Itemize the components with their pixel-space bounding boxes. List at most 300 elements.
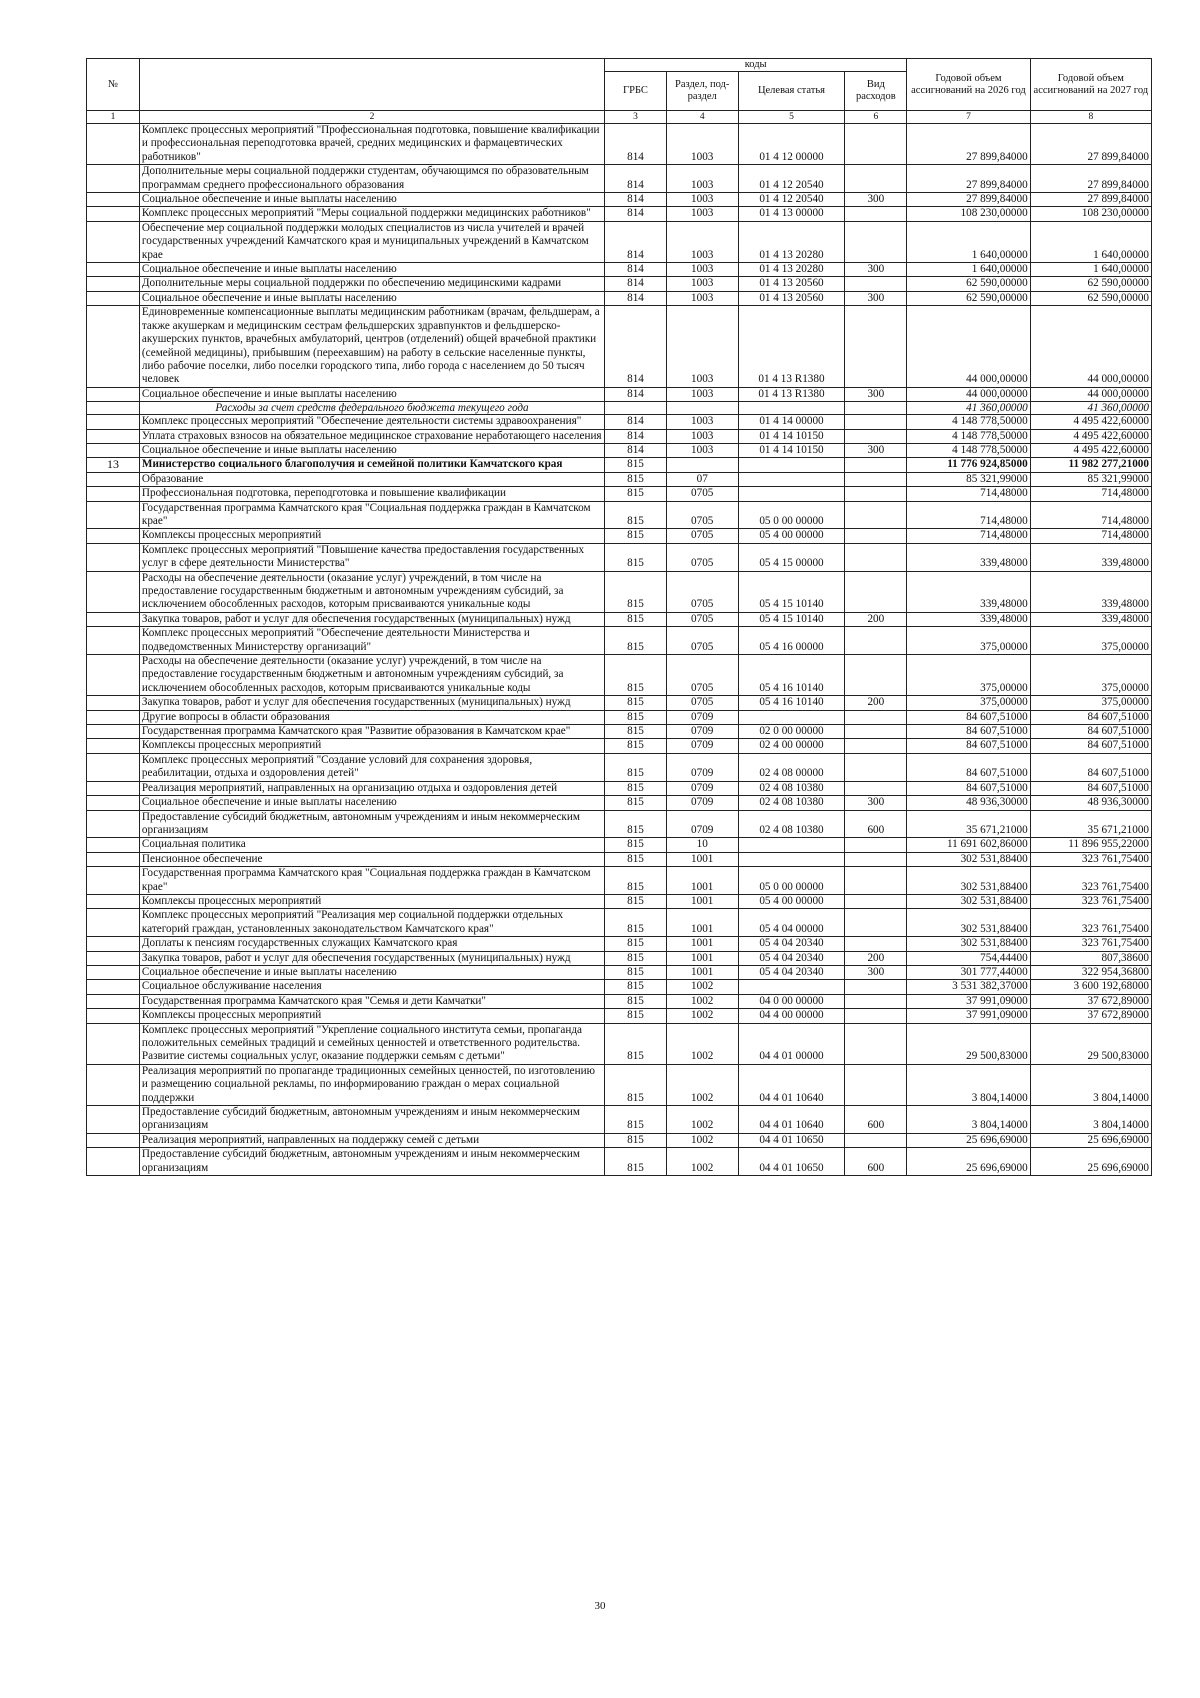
header-vid: Вид расходов: [845, 72, 907, 111]
row-vid: [845, 852, 907, 866]
col-number: 1: [87, 111, 140, 124]
row-name: Социальное обеспечение и иные выплаты населению: [139, 193, 604, 207]
row-number: [87, 1023, 140, 1064]
row-amount-2027: 375,00000: [1030, 655, 1151, 696]
row-grbs: 815: [605, 543, 667, 571]
table-row: [87, 655, 1152, 696]
table-row: [87, 571, 1152, 612]
row-amount-2026: 84 607,51000: [907, 753, 1030, 781]
row-grbs: 814: [605, 263, 667, 277]
row-amount-2027: 714,48000: [1030, 501, 1151, 529]
row-amount-2026: 339,48000: [907, 571, 1030, 612]
row-target: 01 4 13 R1380: [738, 306, 845, 387]
row-target: 02 4 08 10380: [738, 810, 845, 838]
row-amount-2027: 25 696,69000: [1030, 1148, 1151, 1176]
row-grbs: 814: [605, 207, 667, 221]
row-amount-2027: 1 640,00000: [1030, 263, 1151, 277]
table-row: [87, 487, 1152, 501]
row-razdel: 0705: [666, 487, 738, 501]
row-razdel: 0709: [666, 710, 738, 724]
row-razdel: 1003: [666, 387, 738, 401]
row-razdel: 1003: [666, 429, 738, 443]
table-row: [87, 796, 1152, 810]
row-vid: 600: [845, 1106, 907, 1134]
row-amount-2026: 1 640,00000: [907, 263, 1030, 277]
table-row: [87, 207, 1152, 221]
row-amount-2026: 714,48000: [907, 529, 1030, 543]
col-number: 6: [845, 111, 907, 124]
row-amount-2026: 84 607,51000: [907, 739, 1030, 753]
row-razdel: 1003: [666, 291, 738, 305]
row-name: Расходы за счет средств федерального бюджета текущего года: [139, 402, 604, 415]
row-amount-2027: 27 899,84000: [1030, 124, 1151, 165]
row-number: [87, 487, 140, 501]
row-amount-2027: 62 590,00000: [1030, 277, 1151, 291]
row-amount-2027: 84 607,51000: [1030, 753, 1151, 781]
row-amount-2026: 302 531,88400: [907, 909, 1030, 937]
row-razdel: 1003: [666, 306, 738, 387]
row-name: Комплексы процессных мероприятий: [139, 739, 604, 753]
row-grbs: 815: [605, 458, 667, 472]
row-name: Министерство социального благополучия и семейной политики Камчатского края: [139, 458, 604, 472]
row-razdel: 0705: [666, 612, 738, 626]
row-target: 04 4 01 10640: [738, 1106, 845, 1134]
row-razdel: 1001: [666, 937, 738, 951]
row-name: Закупка товаров, работ и услуг для обеспечения государственных (муниципальных) нужд: [139, 612, 604, 626]
row-amount-2027: 108 230,00000: [1030, 207, 1151, 221]
row-grbs: 815: [605, 655, 667, 696]
table-row: [87, 838, 1152, 852]
row-grbs: 815: [605, 994, 667, 1008]
row-target: 01 4 13 20280: [738, 221, 845, 262]
table-row: [87, 221, 1152, 262]
table-row: [87, 810, 1152, 838]
row-grbs: 815: [605, 781, 667, 795]
row-grbs: 815: [605, 1106, 667, 1134]
col-number: 3: [605, 111, 667, 124]
row-number: [87, 429, 140, 443]
row-razdel: 1002: [666, 1133, 738, 1147]
row-target: [738, 852, 845, 866]
row-target: 02 4 00 00000: [738, 739, 845, 753]
row-name: Комплекс процессных мероприятий "Укрепление социального института семьи, пропаганда положительных семейных традиций и семейных ценностей и ответственного родительства. Развитие системы социальных услуг, оказание поддержки семьям с детьми": [139, 1023, 604, 1064]
row-amount-2026: 339,48000: [907, 612, 1030, 626]
row-grbs: 815: [605, 696, 667, 710]
row-number: [87, 781, 140, 795]
row-number: [87, 994, 140, 1008]
row-grbs: 814: [605, 193, 667, 207]
table-row: [87, 725, 1152, 739]
row-amount-2027: 323 761,75400: [1030, 867, 1151, 895]
row-vid: 300: [845, 965, 907, 979]
row-amount-2026: 27 899,84000: [907, 193, 1030, 207]
row-razdel: 1001: [666, 894, 738, 908]
row-vid: [845, 402, 907, 415]
row-vid: 300: [845, 193, 907, 207]
header-num: №: [87, 59, 140, 111]
row-grbs: 815: [605, 472, 667, 486]
row-amount-2027: 323 761,75400: [1030, 937, 1151, 951]
table-row: [87, 306, 1152, 387]
header-name: [139, 59, 604, 111]
row-grbs: 815: [605, 725, 667, 739]
row-amount-2026: 84 607,51000: [907, 725, 1030, 739]
table-row: [87, 387, 1152, 401]
row-amount-2027: 339,48000: [1030, 571, 1151, 612]
row-amount-2027: 339,48000: [1030, 543, 1151, 571]
row-grbs: 815: [605, 487, 667, 501]
row-vid: [845, 472, 907, 486]
table-row: [87, 612, 1152, 626]
row-name: Комплекс процессных мероприятий "Профессиональная подготовка, повышение квалификации и профессиональная переподготовка врачей, средних медицинских и фармацевтических работников": [139, 124, 604, 165]
table-row: [87, 980, 1152, 994]
header-codes: коды: [605, 59, 907, 72]
row-amount-2026: 375,00000: [907, 627, 1030, 655]
row-name: Социальное обеспечение и иные выплаты населению: [139, 263, 604, 277]
row-vid: [845, 980, 907, 994]
row-amount-2027: 11 896 955,22000: [1030, 838, 1151, 852]
row-amount-2026: 84 607,51000: [907, 710, 1030, 724]
row-vid: [845, 1009, 907, 1023]
row-target: 05 4 00 00000: [738, 529, 845, 543]
row-grbs: 815: [605, 1148, 667, 1176]
row-razdel: 0705: [666, 655, 738, 696]
row-number: [87, 472, 140, 486]
row-razdel: [666, 402, 738, 415]
row-number: 13: [87, 458, 140, 472]
row-grbs: 814: [605, 306, 667, 387]
row-grbs: 815: [605, 796, 667, 810]
row-name: Закупка товаров, работ и услуг для обеспечения государственных (муниципальных) нужд: [139, 696, 604, 710]
row-number: [87, 529, 140, 543]
row-amount-2026: 375,00000: [907, 696, 1030, 710]
row-grbs: 815: [605, 753, 667, 781]
row-razdel: 1003: [666, 165, 738, 193]
row-amount-2027: 11 982 277,21000: [1030, 458, 1151, 472]
row-amount-2026: 41 360,00000: [907, 402, 1030, 415]
row-amount-2027: 84 607,51000: [1030, 725, 1151, 739]
row-grbs: 815: [605, 838, 667, 852]
row-target: 04 4 01 00000: [738, 1023, 845, 1064]
row-number: [87, 810, 140, 838]
row-name: Комплекс процессных мероприятий "Реализация мер социальной поддержки отдельных категорий граждан, установленных законодательством Камчатского края": [139, 909, 604, 937]
row-name: Социальное обеспечение и иные выплаты населению: [139, 291, 604, 305]
row-number: [87, 937, 140, 951]
row-number: [87, 207, 140, 221]
row-vid: [845, 781, 907, 795]
row-name: Другие вопросы в области образования: [139, 710, 604, 724]
row-amount-2027: 4 495 422,60000: [1030, 429, 1151, 443]
row-number: [87, 165, 140, 193]
row-name: Реализация мероприятий, направленных на организацию отдыха и оздоровления детей: [139, 781, 604, 795]
row-amount-2026: 302 531,88400: [907, 852, 1030, 866]
table-row: [87, 951, 1152, 965]
row-target: [738, 402, 845, 415]
row-name: Дополнительные меры социальной поддержки студентам, обучающимся по образовательным программам среднего профессионального образования: [139, 165, 604, 193]
row-razdel: 1002: [666, 1148, 738, 1176]
row-vid: [845, 221, 907, 262]
row-grbs: 815: [605, 571, 667, 612]
row-name: Социальная политика: [139, 838, 604, 852]
row-vid: [845, 429, 907, 443]
row-amount-2027: 4 495 422,60000: [1030, 443, 1151, 457]
row-amount-2027: 714,48000: [1030, 529, 1151, 543]
row-name: Реализация мероприятий, направленных на поддержку семей с детьми: [139, 1133, 604, 1147]
row-number: [87, 291, 140, 305]
row-name: Комплекс процессных мероприятий "Меры социальной поддержки медицинских работников": [139, 207, 604, 221]
row-amount-2027: 1 640,00000: [1030, 221, 1151, 262]
table-row: [87, 472, 1152, 486]
row-number: [87, 627, 140, 655]
row-number: [87, 501, 140, 529]
row-amount-2027: 37 672,89000: [1030, 994, 1151, 1008]
row-target: 01 4 13 20560: [738, 277, 845, 291]
row-grbs: 815: [605, 1023, 667, 1064]
row-name: Комплексы процессных мероприятий: [139, 894, 604, 908]
row-number: [87, 612, 140, 626]
row-razdel: 1002: [666, 994, 738, 1008]
row-vid: [845, 543, 907, 571]
row-target: 01 4 13 00000: [738, 207, 845, 221]
row-number: [87, 402, 140, 415]
row-razdel: 1002: [666, 980, 738, 994]
row-vid: [845, 909, 907, 937]
table-row: [87, 852, 1152, 866]
row-amount-2027: 35 671,21000: [1030, 810, 1151, 838]
row-razdel: 0705: [666, 501, 738, 529]
table-row: [87, 263, 1152, 277]
row-vid: [845, 710, 907, 724]
row-grbs: 815: [605, 627, 667, 655]
row-name: Социальное обеспечение и иные выплаты населению: [139, 965, 604, 979]
row-vid: [845, 739, 907, 753]
row-vid: [845, 306, 907, 387]
row-vid: 300: [845, 263, 907, 277]
row-vid: [845, 655, 907, 696]
table-row: [87, 965, 1152, 979]
row-target: 01 4 12 20540: [738, 165, 845, 193]
row-amount-2026: 302 531,88400: [907, 894, 1030, 908]
row-target: 05 0 00 00000: [738, 501, 845, 529]
row-amount-2027: 37 672,89000: [1030, 1009, 1151, 1023]
row-amount-2026: 714,48000: [907, 487, 1030, 501]
row-amount-2026: 35 671,21000: [907, 810, 1030, 838]
row-number: [87, 1148, 140, 1176]
row-amount-2026: 11 691 602,86000: [907, 838, 1030, 852]
table-row: [87, 1133, 1152, 1147]
row-amount-2027: 27 899,84000: [1030, 193, 1151, 207]
row-name: Пенсионное обеспечение: [139, 852, 604, 866]
row-name: Обеспечение мер социальной поддержки молодых специалистов из числа учителей и врачей государственных учреждений Камчатского края и муниципальных учреждений в Камчатском крае: [139, 221, 604, 262]
row-number: [87, 867, 140, 895]
row-razdel: 1003: [666, 277, 738, 291]
row-number: [87, 739, 140, 753]
row-razdel: 0705: [666, 543, 738, 571]
row-name: Расходы на обеспечение деятельности (оказание услуг) учреждений, в том числе на предоставление государственным бюджетным и автономным учреждениям субсидий, за исключением обособленных расходов, которым присваиваются уникальные коды: [139, 571, 604, 612]
row-razdel: 0705: [666, 571, 738, 612]
row-name: Комплексы процессных мероприятий: [139, 529, 604, 543]
table-row: [87, 501, 1152, 529]
row-target: 04 4 00 00000: [738, 1009, 845, 1023]
row-amount-2026: 48 936,30000: [907, 796, 1030, 810]
table-row: [87, 994, 1152, 1008]
row-number: [87, 415, 140, 429]
row-grbs: 814: [605, 124, 667, 165]
row-amount-2027: 41 360,00000: [1030, 402, 1151, 415]
row-amount-2027: 4 495 422,60000: [1030, 415, 1151, 429]
row-vid: 200: [845, 612, 907, 626]
row-amount-2026: 302 531,88400: [907, 867, 1030, 895]
table-row: [87, 415, 1152, 429]
row-vid: 300: [845, 387, 907, 401]
row-vid: [845, 725, 907, 739]
row-razdel: 0705: [666, 529, 738, 543]
row-target: 05 4 04 20340: [738, 951, 845, 965]
row-name: Комплекс процессных мероприятий "Создание условий для сохранения здоровья, реабилитации, отдыха и оздоровления детей": [139, 753, 604, 781]
row-name: Государственная программа Камчатского края "Социальная поддержка граждан в Камчатском крае": [139, 501, 604, 529]
table-row: [87, 443, 1152, 457]
row-vid: [845, 415, 907, 429]
row-amount-2027: 322 954,36800: [1030, 965, 1151, 979]
row-target: 01 4 14 10150: [738, 443, 845, 457]
row-name: Социальное обеспечение и иные выплаты населению: [139, 796, 604, 810]
header-grbs: ГРБС: [605, 72, 667, 111]
row-razdel: 0705: [666, 627, 738, 655]
row-amount-2026: 85 321,99000: [907, 472, 1030, 486]
row-name: Дополнительные меры социальной поддержки по обеспечению медицинскими кадрами: [139, 277, 604, 291]
row-target: 01 4 14 00000: [738, 415, 845, 429]
row-amount-2026: 3 804,14000: [907, 1064, 1030, 1105]
row-grbs: 815: [605, 501, 667, 529]
row-razdel: 1003: [666, 221, 738, 262]
col-number: 4: [666, 111, 738, 124]
row-target: [738, 710, 845, 724]
row-grbs: 815: [605, 710, 667, 724]
row-amount-2026: 37 991,09000: [907, 994, 1030, 1008]
row-number: [87, 306, 140, 387]
row-razdel: 0709: [666, 725, 738, 739]
row-vid: [845, 894, 907, 908]
row-number: [87, 387, 140, 401]
row-target: 05 4 04 20340: [738, 965, 845, 979]
row-grbs: 815: [605, 739, 667, 753]
row-number: [87, 1064, 140, 1105]
row-razdel: 1001: [666, 852, 738, 866]
row-amount-2026: 1 640,00000: [907, 221, 1030, 262]
row-amount-2026: 62 590,00000: [907, 291, 1030, 305]
row-name: Закупка товаров, работ и услуг для обеспечения государственных (муниципальных) нужд: [139, 951, 604, 965]
row-grbs: 814: [605, 443, 667, 457]
row-name: Комплексы процессных мероприятий: [139, 1009, 604, 1023]
row-target: 02 4 08 00000: [738, 753, 845, 781]
row-amount-2026: 301 777,44000: [907, 965, 1030, 979]
row-razdel: 0709: [666, 810, 738, 838]
row-number: [87, 1009, 140, 1023]
row-target: 05 4 15 00000: [738, 543, 845, 571]
table-header: [87, 59, 1152, 124]
row-target: 05 4 04 20340: [738, 937, 845, 951]
table-row: [87, 909, 1152, 937]
row-razdel: 0705: [666, 696, 738, 710]
row-vid: [845, 753, 907, 781]
row-amount-2027: 375,00000: [1030, 696, 1151, 710]
table-row: [87, 781, 1152, 795]
row-amount-2026: 84 607,51000: [907, 781, 1030, 795]
row-name: Социальное обслуживание населения: [139, 980, 604, 994]
row-grbs: 815: [605, 965, 667, 979]
row-target: 02 4 08 10380: [738, 781, 845, 795]
row-target: 05 4 16 10140: [738, 655, 845, 696]
row-target: 01 4 12 20540: [738, 193, 845, 207]
table-row: [87, 402, 1152, 415]
row-grbs: 815: [605, 612, 667, 626]
row-grbs: [605, 402, 667, 415]
row-vid: 300: [845, 443, 907, 457]
row-target: [738, 458, 845, 472]
row-name: Предоставление субсидий бюджетным, автономным учреждениям и иным некоммерческим организациям: [139, 810, 604, 838]
row-number: [87, 443, 140, 457]
row-amount-2027: 84 607,51000: [1030, 781, 1151, 795]
row-grbs: 815: [605, 1064, 667, 1105]
row-grbs: 814: [605, 429, 667, 443]
row-razdel: 1003: [666, 415, 738, 429]
table-row: [87, 429, 1152, 443]
row-amount-2027: 714,48000: [1030, 487, 1151, 501]
row-amount-2027: 25 696,69000: [1030, 1133, 1151, 1147]
row-number: [87, 543, 140, 571]
row-amount-2026: 339,48000: [907, 543, 1030, 571]
row-amount-2027: 27 899,84000: [1030, 165, 1151, 193]
row-number: [87, 655, 140, 696]
row-target: 05 4 15 10140: [738, 571, 845, 612]
row-vid: [845, 627, 907, 655]
row-amount-2027: 339,48000: [1030, 612, 1151, 626]
row-razdel: 1001: [666, 867, 738, 895]
row-target: 02 0 00 00000: [738, 725, 845, 739]
row-number: [87, 796, 140, 810]
row-razdel: 1001: [666, 909, 738, 937]
row-razdel: 1002: [666, 1106, 738, 1134]
row-vid: [845, 1064, 907, 1105]
row-target: 05 4 04 00000: [738, 909, 845, 937]
row-vid: 200: [845, 696, 907, 710]
row-amount-2027: 44 000,00000: [1030, 306, 1151, 387]
row-name: Расходы на обеспечение деятельности (оказание услуг) учреждений, в том числе на предоставление государственным бюджетным и автономным учреждениям субсидий, за исключением обособленных расходов, которым присваиваются уникальные коды: [139, 655, 604, 696]
table-row: [87, 894, 1152, 908]
table-row: [87, 627, 1152, 655]
row-amount-2026: 714,48000: [907, 501, 1030, 529]
row-vid: [845, 277, 907, 291]
row-target: 04 4 01 10640: [738, 1064, 845, 1105]
table-row: [87, 124, 1152, 165]
row-vid: [845, 867, 907, 895]
row-name: Профессиональная подготовка, переподготовка и повышение квалификации: [139, 487, 604, 501]
row-amount-2026: 375,00000: [907, 655, 1030, 696]
row-name: Комплекс процессных мероприятий "Обеспечение деятельности Министерства и подведомственных Министерству организаций": [139, 627, 604, 655]
row-number: [87, 951, 140, 965]
row-vid: [845, 1133, 907, 1147]
row-name: Единовременные компенсационные выплаты медицинским работникам (врачам, фельдшерам, а также акушеркам и медицинским сестрам фельдшерских здравпунктов и фельдшерско-акушерских пунктов, врачебных амбулаторий, центров (отделений) общей врачебной практики (семейной медицины), прибывшим (переехавшим) на работу в сельские населенные пункты, либо рабочие поселки, либо поселки городского типа, либо города с населением до 50 тысяч человек: [139, 306, 604, 387]
row-razdel: 1003: [666, 263, 738, 277]
table-body: [87, 124, 1152, 1176]
table-row: [87, 1064, 1152, 1105]
row-vid: 300: [845, 291, 907, 305]
row-amount-2027: 85 321,99000: [1030, 472, 1151, 486]
table-row: [87, 1106, 1152, 1134]
row-razdel: 1002: [666, 1023, 738, 1064]
row-vid: 300: [845, 796, 907, 810]
row-amount-2027: 3 600 192,68000: [1030, 980, 1151, 994]
